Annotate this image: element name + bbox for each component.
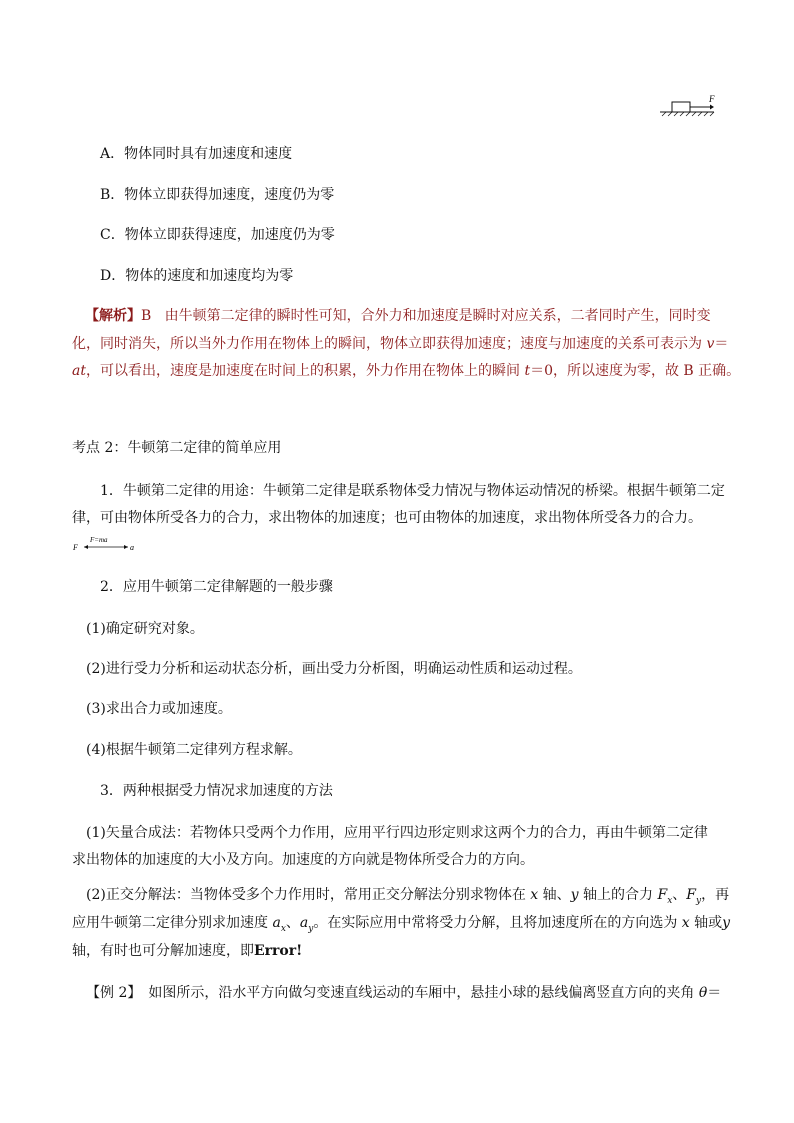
p2-title: 2．应用牛顿第二定律解题的一般步骤 xyxy=(100,579,333,595)
p3-method-2-line-2: 应用牛顿第二定律分别求加速度 $a_x$、$a_y$。在实际应用中常将受力分解，且将加速度所在的方向选为 x 轴或y xyxy=(72,915,731,934)
arrow-right-label: a xyxy=(130,543,134,552)
arrow-left-label: F xyxy=(73,543,78,552)
kaodian-2-title: 考点 2：牛顿第二定律的简单应用 xyxy=(72,440,282,456)
p3-method-1-line-2: 求出物体的加速度的大小及方向。加速度的方向就是物体所受合力的方向。 xyxy=(72,852,534,868)
example-2-line: 【例 2】 如图所示，沿水平方向做匀变速直线运动的车厢中，悬挂小球的悬线偏离竖直方向的夹角 θ＝ xyxy=(86,985,722,1001)
option-b: B．物体立即获得加速度，速度仍为零 xyxy=(100,187,335,203)
analysis-tag: 【解析】 xyxy=(85,308,141,324)
p2-step-4: (4)根据牛顿第二定律列方程求解。 xyxy=(86,742,302,758)
p3-title: 3．两种根据受力情况求加速度的方法 xyxy=(100,783,333,799)
arrow-mid-label: F=ma xyxy=(90,536,108,544)
option-c: C．物体立即获得速度，加速度仍为零 xyxy=(100,227,335,243)
option-d: D．物体的速度和加速度均为零 xyxy=(100,268,294,284)
analysis-line-3: at，可以看出，速度是加速度在时间上的积累，外力作用在物体上的瞬间 t＝0，所以速度为零，故 B 正确。 xyxy=(72,363,741,379)
force-label: F xyxy=(709,94,715,104)
p3-method-1-line-1: (1)矢量合成法：若物体只受两个力作用，应用平行四边形定则求这两个力的合力，再由牛顿第二定律 xyxy=(86,825,708,841)
block xyxy=(672,102,690,112)
ground-hatch xyxy=(662,112,714,116)
f-ma-arrow-figure xyxy=(72,534,142,554)
p3-method-2-line-1: (2)正交分解法：当物体受多个力作用时，常用正交分解法分别求物体在 x 轴、y 轴上的合力 $F_x$、$F_y$，再 xyxy=(86,887,730,906)
p2-step-2: (2)进行受力分析和运动状态分析，画出受力分析图，明确运动性质和运动过程。 xyxy=(86,661,582,677)
block-force-figure xyxy=(656,94,716,120)
analysis-answer: B xyxy=(141,308,152,324)
p1-line-1: 1．牛顿第二定律的用途：牛顿第二定律是联系物体受力情况与物体运动情况的桥梁。根据牛顿第二定 xyxy=(100,483,725,499)
p3-method-2-line-3: 轴，有时也可分解加速度，即Error! xyxy=(72,943,303,959)
p2-step-3: (3)求出合力或加速度。 xyxy=(86,701,232,717)
p1-line-2: 律，可由物体所受各力的合力，求出物体的加速度；也可由物体的加速度，求出物体所受各力的合力。 xyxy=(72,510,702,526)
example-2-tag: 【例 2】 xyxy=(86,985,135,1001)
analysis-line-2: 化，同时消失，所以当外力作用在物体上的瞬间，物体立即获得加速度；速度与加速度的关系可表示为 v＝ xyxy=(72,336,729,352)
analysis-line-1: 【解析】B 由牛顿第二定律的瞬时性可知，合外力和加速度是瞬时对应关系，二者同时产生，同时变 xyxy=(85,308,711,324)
error-field: Error! xyxy=(254,943,303,959)
p2-step-1: (1)确定研究对象。 xyxy=(86,621,204,637)
force-arrow-head xyxy=(710,105,714,110)
option-a: A．物体同时具有加速度和速度 xyxy=(100,146,293,162)
